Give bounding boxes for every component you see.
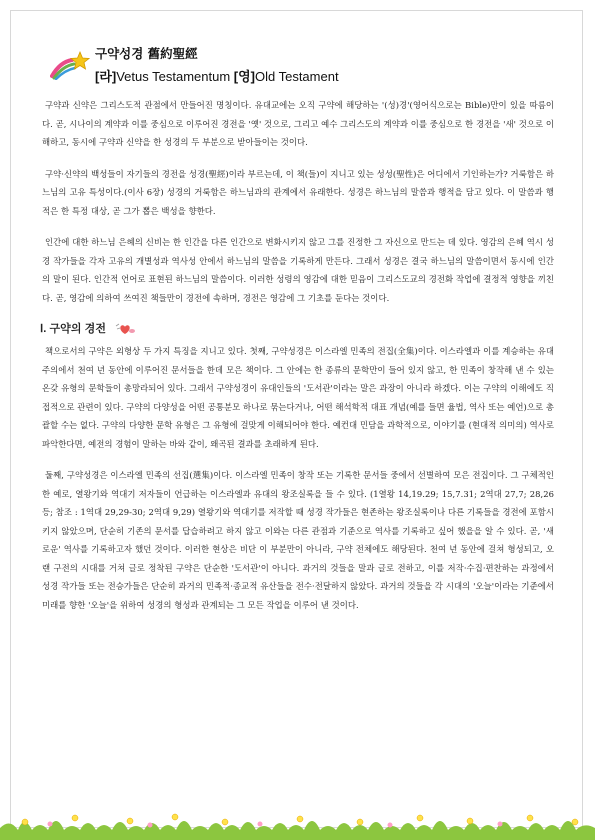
intro-paragraph: 인간에 대한 하느님 은혜의 신비는 한 인간을 다른 인간으로 변화시키지 않고 그를 진정한 그 자신으로 만드는 데 있다. 영감의 은혜 역시 성경 작가들을 각자 고유의 개별성과 역사성 안에서 하느님의 말씀을 기록하게 만든다. 그래서 성경은 결국 하느님의 말씀이면서 동시에 인간의 말이 된다. 인간적 언어로 표현된 하느님의 말씀이다. 이러한 성령의 영감에 대한 믿음이 그리스도교의 경전화 작업에 결정적 영향을 끼친다. 곧, 영감에 의하여 쓰여진 책들만이 경전에 속하며, 경전은 영감에 그 기초를 둔다는 것이다. (42, 237, 554, 303)
intro-paragraph: 구약·신약의 백성들이 자기들의 경전을 성경(聖經)이라 부르는데, 이 책(들)이 지니고 있는 성성(聖性)은 어디에서 기인하는가? 거룩함은 하느님의 고유 특성이다.(이사 6장) 성경의 거룩함은 하느님과의 관계에서 유래한다. 성경은 하느님의 말씀과 행적을 담고 있다. 이 말씀과 행적은 한 특정 대상, 곧 그가 뽑은 백성을 향한다. (42, 168, 554, 216)
subtitle-english-tag: [영] (233, 69, 255, 84)
page-title: 구약성경 舊約聖經 (95, 46, 198, 61)
document-body (42, 96, 554, 627)
shooting-star-icon (50, 50, 90, 80)
subtitle-latin: Vetus Testamentum (116, 69, 234, 84)
subtitle-latin-tag: [라] (95, 69, 117, 84)
heart-candy-icon (114, 322, 136, 336)
section-heading (40, 320, 554, 338)
section-paragraph: 둘째, 구약성경은 이스라엘 민족의 선집(選集)이다. 이스라엘 민족이 창작 또는 기록한 문서들 중에서 선별하여 모은 전집이다. 그 구체적인 한 예로, 열왕기와 역대기 저자들이 언급하는 이스라엘과 유대의 왕조실록을 들 수 있다. (1열왕 14,19.29; 15,7.31; 2역대 27,7; 28,26 등; 참조 : 1역대 29,29-30; 2역대 9,29) 열왕기와 역대기를 저작할 때 성경 작가들은 현존하는 왕조실록이나 다른 기록들을 경전에 포함시키지 않았으며, 단순히 기존의 문서를 답습하려고 하지 않고 이와는 다른 관점과 기준으로 역사를 기록하고 싶어 했을을 알 수 있다. 곧, '새로운' 역사를 기록하고자 했던 것이다. 이러한 현상은 비단 이 부분만이 아니라, 구약 전체에도 해당된다. 천여 년 동안에 걸쳐 형성되고, 오랜 구전의 시대를 거쳐 글로 정착된 구약은 단순한 '도서관'이 아니다. 과거의 것들을 말과 글로 전하고, 이를 저작·수집·편찬하는 과정에서 성경 작가들 또는 전승가들은 단순히 과거의 민족적·종교적 유산들을 전수·전달하지 않았다. 과거의 것들을 각 시대의 '오늘'이라는 기준에서 미래를 향한 '오늘'을 위하여 성경의 형성과 관계되는 그 모든 작업을 이루어 낸 것이다. (42, 470, 554, 610)
intro-paragraph: 구약과 신약은 그리스도적 관점에서 만들어진 명칭이다. 유대교에는 오직 구약에 해당하는 '(성)경'(영어식으로는 Bible)만이 있을 따름이다. 곧, 시나이의 계약과 이를 중심으로 이루어진 경전을 '옛' 것으로, 그리고 예수 그리스도의 계약과 이를 중심으로 한 경전을 '새' 것으로 이해하고, 동시에 구약과 신약을 한 성경의 두 부분으로 받아들이는 것이다. (42, 100, 554, 147)
grass-flowers-icon (0, 800, 595, 840)
section-heading-label: Ⅰ. 구약의 경전 (40, 322, 106, 335)
subtitle-english: Old Testament (254, 69, 339, 84)
page-subtitle (95, 66, 339, 85)
section-paragraph: 책으로서의 구약은 외형상 두 가지 특징을 지니고 있다. 첫째, 구약성경은 이스라엘 민족의 전집(全集)이다. 이스라엘과 이를 계승하는 유대주의에서 천여 년 동안에 이루어진 문서들을 한데 모은 책이다. 그 안에는 한 종류의 문학만이 들어 있지 않고, 한 민족이 창작해 낸 수 있는 온갖 유형의 문학들이 총망라되어 있다. 그래서 구약성경이 유대인들의 '도서관'이라는 말은 과장이 아니라 하겠다. 이는 구약의 이해에도 직접적으로 관련이 있다. 구약의 다양성을 어떤 공통분모 하나로 묶는다거나, 어떤 해석학적 대표 개념(예를 들면 율법, 역사 또는 예언)으로 총괄할 수는 없다. 구약의 다양한 문학 유형은 그 유형에 걸맞게 이해되어야 한다. 예컨대 민담을 과학적으로, 이야기를 (현대적 의미의) 역사로 파악한다면, 예전의 경험이 말하는 바와 같이, 왜곡된 결과를 초래하게 된다. (42, 346, 554, 449)
